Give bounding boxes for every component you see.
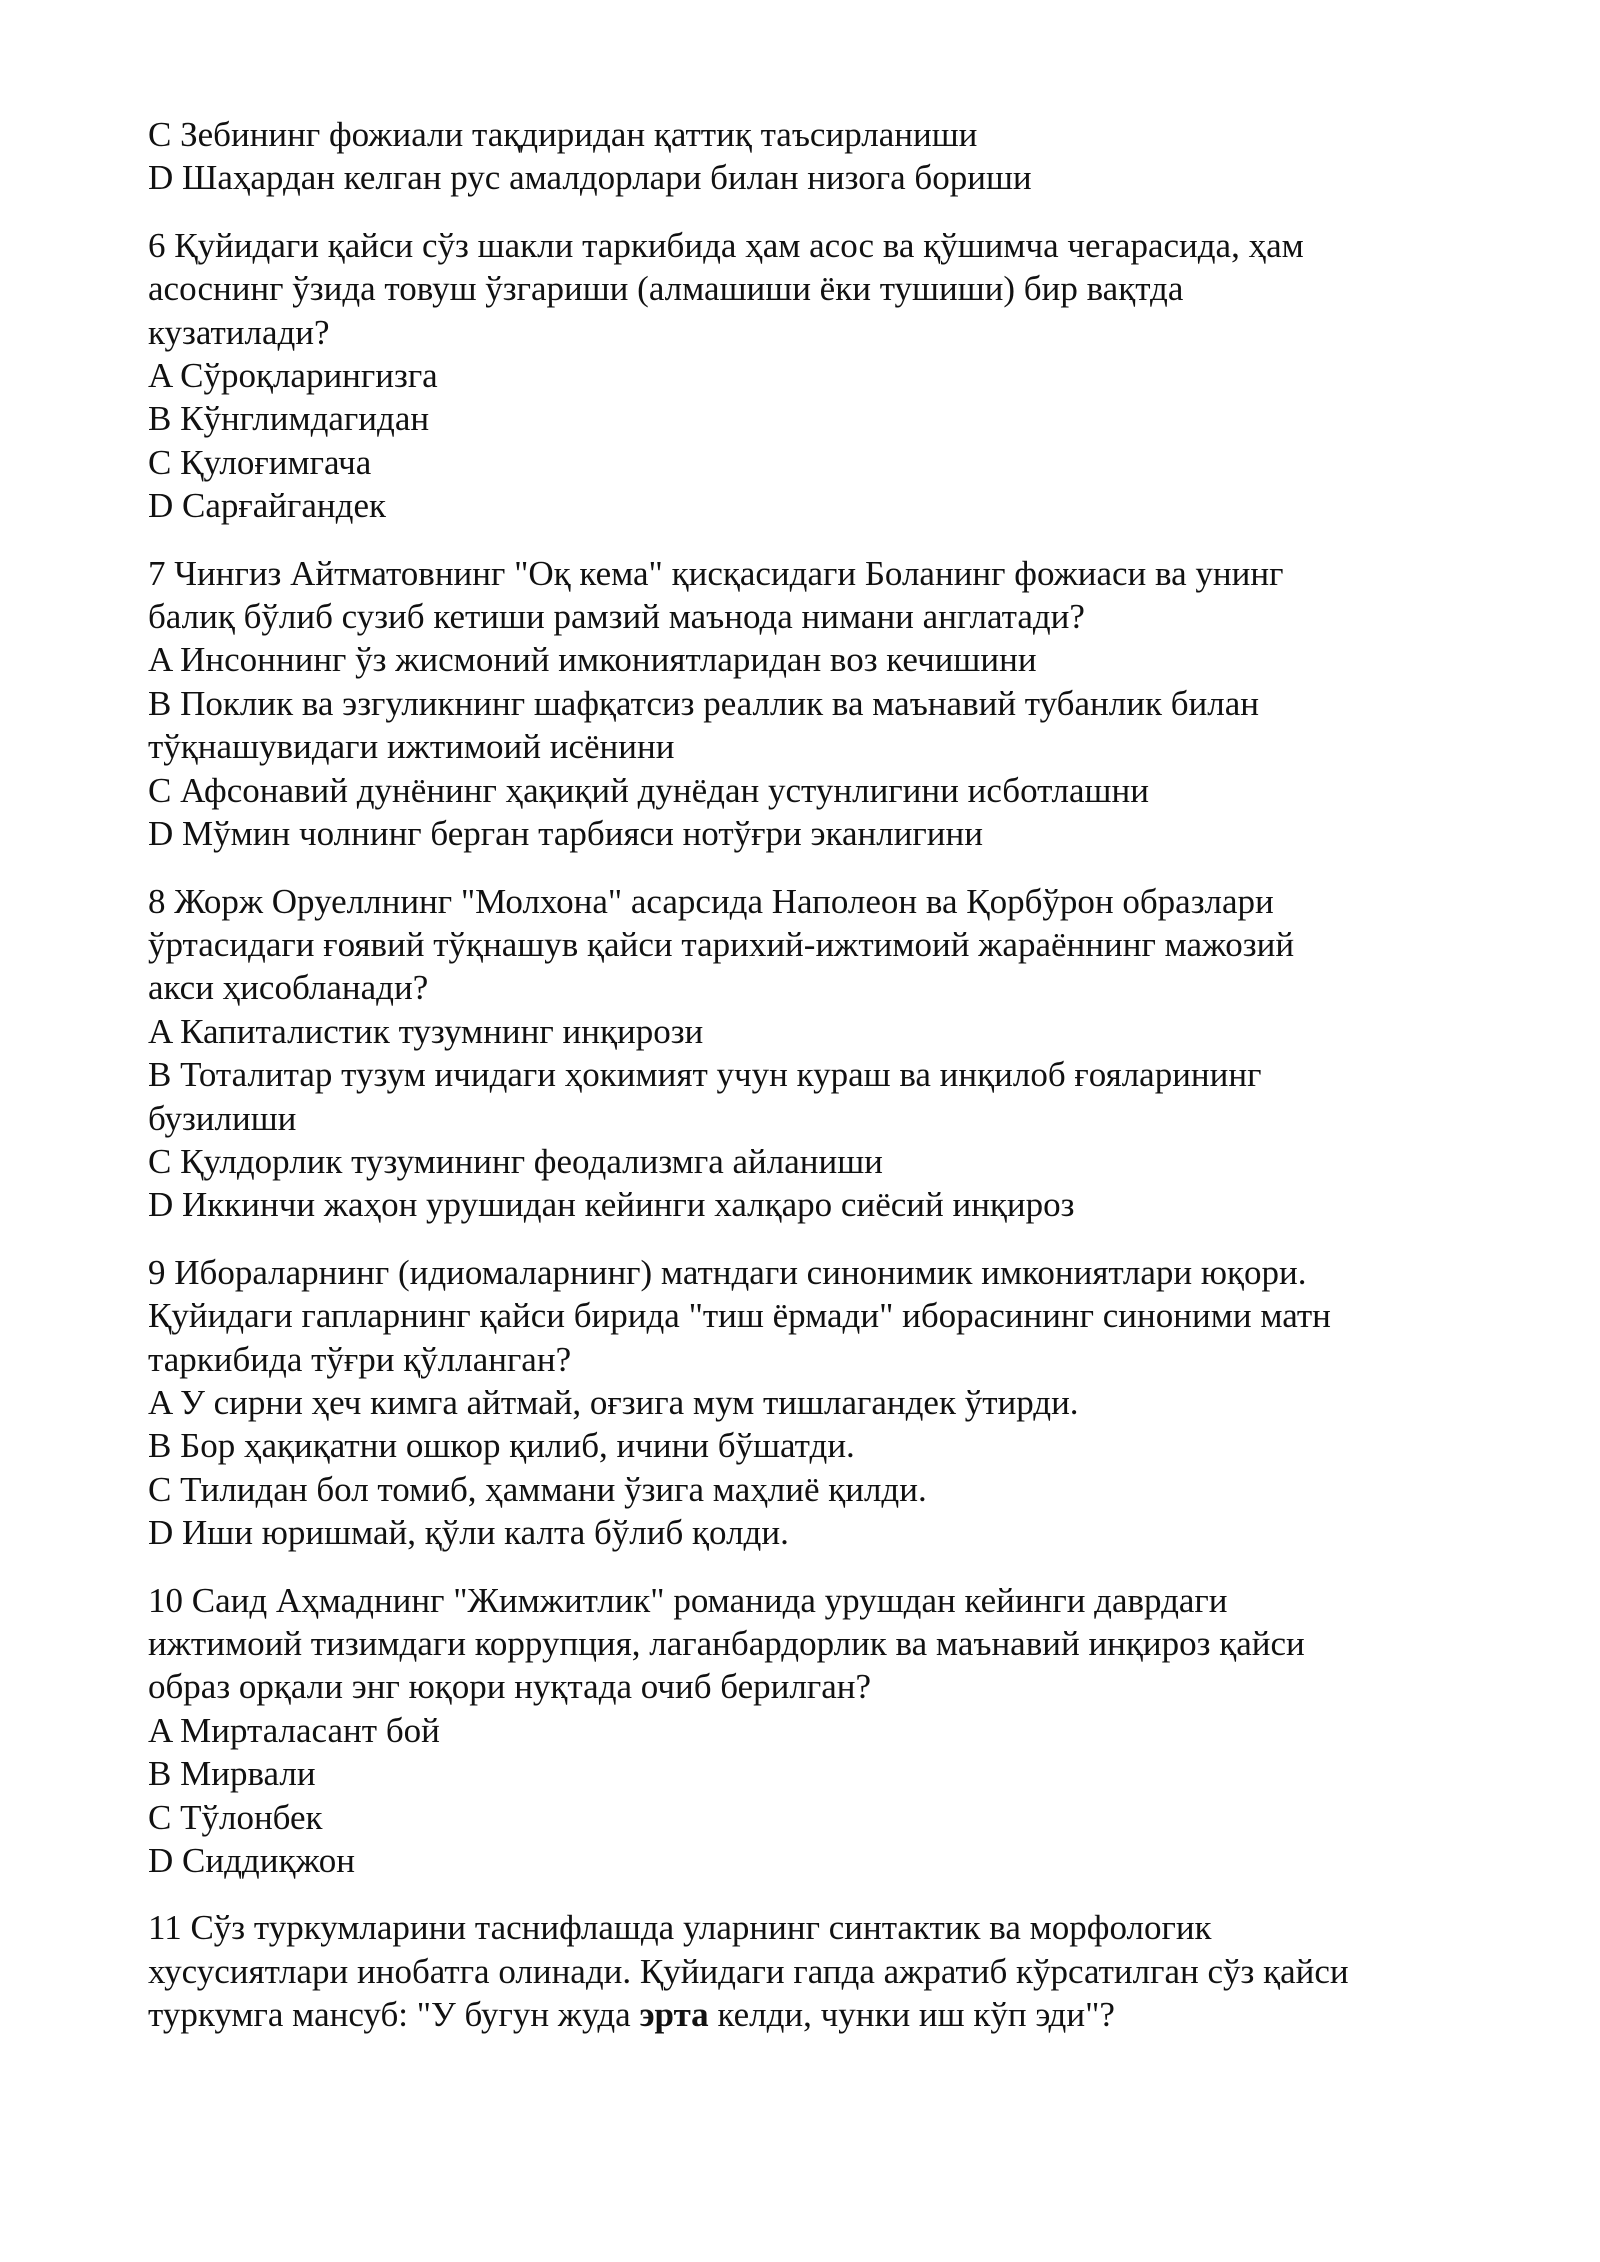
answer-option-c: С Зебининг фожиали тақдиридан қаттиқ таъсирланиши — [148, 115, 978, 154]
answer-option-a: A Сўроқларингизга — [148, 356, 438, 396]
answer-option-d: D Иккинчи жаҳон урушидан кейинги халқаро сиёсий инқироз — [148, 1185, 1075, 1225]
answer-option-b: B Бор ҳақиқатни ошкор қилиб, ичини бўшатди. — [148, 1426, 855, 1466]
answer-option-a: A Инсоннинг ўз жисмоний имкониятларидан воз кечишини — [148, 640, 1037, 680]
answer-option-b-continued: тўқнашувидаги ижтимоий исёнини — [148, 727, 675, 767]
question-text-last-line — [148, 1993, 1478, 2036]
answer-option-c: C Тилидан бол томиб, ҳаммани ўзига маҳлиё қилди. — [148, 1469, 927, 1509]
question-text: образ орқали энг юқори нуқтада очиб берилган? — [148, 1667, 872, 1707]
question-text: ўртасидаги ғоявий тўқнашув қайси тарихий-ижтимоий жараённинг мажозий — [148, 924, 1295, 964]
answer-option-b: B Кўнглимдагидан — [148, 399, 430, 439]
question-text: Қуйидаги гапларнинг қайси бирида "тиш ёрмади" иборасининг синоними матн — [148, 1296, 1331, 1336]
question-7 — [148, 552, 1478, 856]
question-text: асоснинг ўзида товуш ўзгариши (алмашиши ёки тушиши) бир вақтда — [148, 269, 1184, 309]
answer-option-c: C Тўлонбек — [148, 1797, 323, 1837]
answer-option-b: B Поклик ва эзгуликнинг шафқатсиз реаллик ва маънавий тубанлик билан — [148, 683, 1259, 723]
highlighted-word: эрта — [639, 1995, 709, 2035]
question-10 — [148, 1579, 1478, 1883]
answer-option-b-continued: бузилиши — [148, 1098, 297, 1138]
question-text-before-bold: туркумга мансуб: "У бугун жуда — [148, 1995, 640, 2035]
document-page — [148, 113, 1478, 2061]
question-text: таркибида тўғри қўлланган? — [148, 1339, 572, 1379]
question-text: 9 Ибораларнинг (идиомаларнинг) матндаги синонимик имкониятлари юқори. — [148, 1252, 1307, 1292]
answer-option-a: A Капиталистик тузумнинг инқирози — [148, 1011, 704, 1051]
answer-option-c: C Қулоғимгача — [148, 442, 372, 482]
answer-option-d: D Мўмин чолнинг берган тарбияси нотўғри эканлигини — [148, 814, 983, 854]
answer-option-d: D Шаҳардан келган рус амалдорлари билан низога бориши — [148, 158, 1032, 198]
question-11 — [148, 1906, 1478, 2036]
question-text: ижтимоий тизимдаги коррупция, лаганбардорлик ва маънавий инқироз қайси — [148, 1624, 1305, 1663]
answer-option-c: C Қулдорлик тузумининг феодализмга айланиши — [148, 1141, 883, 1181]
question-9 — [148, 1251, 1478, 1555]
question-text: 7 Чингиз Айтматовнинг "Оқ кема" қисқасидаги Боланинг фожиаси ва унинг — [148, 553, 1284, 593]
answer-option-d: D Сарғайгандек — [148, 486, 386, 526]
question-text: 6 Қуйидаги қайси сўз шакли таркибида ҳам асос ва қўшимча чегарасида, ҳам — [148, 225, 1304, 265]
question-text: хусусиятлари инобатга олинади. Қуйидаги гапда ажратиб кўрсатилган сўз қайси — [148, 1951, 1349, 1991]
question-text: балиқ бўлиб сузиб кетиши рамзий маънода нимани англатади? — [148, 597, 1085, 637]
question-text: кузатилади? — [148, 312, 330, 352]
question-6 — [148, 224, 1478, 528]
answer-option-a: A У сирни ҳеч кимга айтмай, оғзига мум тишлагандек ўтирди. — [148, 1382, 1079, 1422]
question-text: 10 Саид Аҳмаднинг "Жимжитлик" романида урушдан кейинги даврдаги — [148, 1580, 1228, 1620]
answer-option-a: A Мирталасант бой — [148, 1710, 440, 1750]
question-text: 8 Жорж Оруеллнинг "Молхона" асарсида Наполеон ва Қорбўрон образлари — [148, 881, 1274, 921]
question-5-tail — [148, 113, 1478, 200]
answer-option-b: B Тоталитар тузум ичидаги ҳокимият учун кураш ва инқилоб ғояларининг — [148, 1055, 1262, 1095]
answer-option-d: D Сиддиқжон — [148, 1841, 355, 1881]
answer-option-c: C Афсонавий дунёнинг ҳақиқий дунёдан устунлигини исботлашни — [148, 770, 1149, 810]
question-text: акси ҳисобланади? — [148, 968, 429, 1008]
question-text-after-bold: келди, чунки иш кўп эди"? — [708, 1995, 1115, 2035]
question-8 — [148, 880, 1478, 1227]
answer-option-b: B Мирвали — [148, 1754, 316, 1794]
answer-option-d: D Иши юришмай, қўли калта бўлиб қолди. — [148, 1513, 789, 1553]
question-text: 11 Сўз туркумларини таснифлашда уларнинг синтактик ва морфологик — [148, 1908, 1212, 1948]
